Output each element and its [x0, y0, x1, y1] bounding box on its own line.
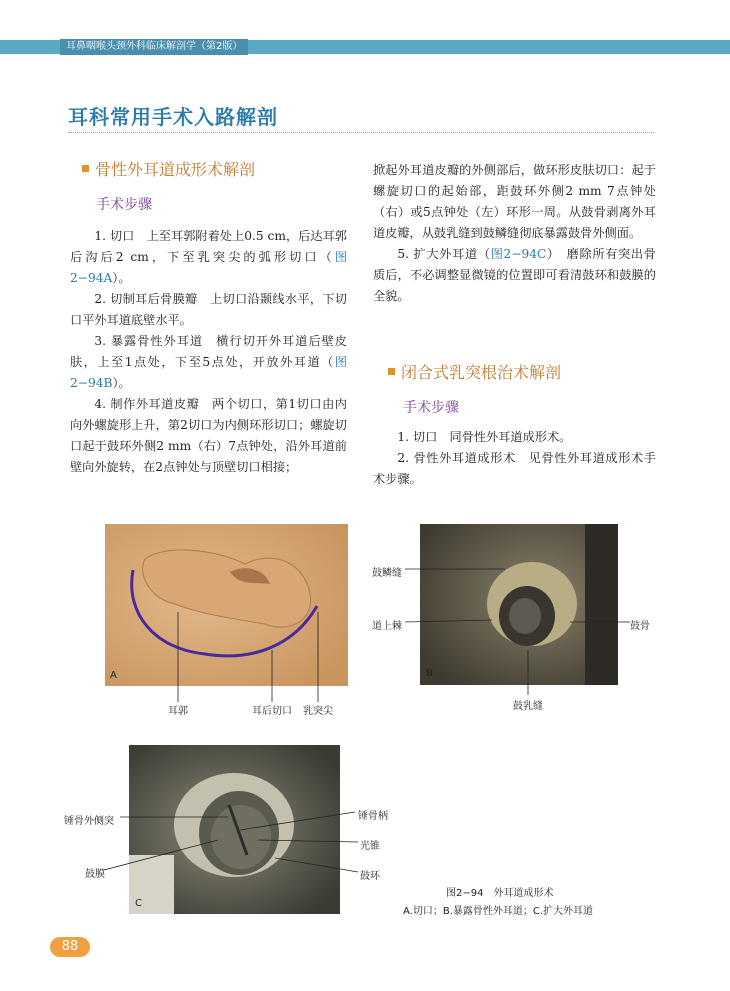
figure-caption-subtitle: A.切口；B.暴露骨性外耳道；C.扩大外耳道	[403, 906, 594, 917]
label-mastoid-tip: 乳突尖	[303, 706, 333, 717]
paragraph-2: 2. 切制耳后骨膜瓣 上切口沿颞线水平，下切口平外耳道底壁水平。	[70, 292, 347, 327]
label-lateral-process-malleus: 锤骨外侧突	[64, 816, 114, 827]
paragraph-4-continued: 掀起外耳道皮瓣的外侧部后，做环形皮肤切口：起于螺旋切口的起始部，距鼓环外侧2 mm 7点钟处（右）或5点钟处（左）环形一周。从鼓骨剥离外耳道皮瓣，从鼓乳缝到鼓鳞缝彻底暴露鼓骨外侧面。	[373, 163, 656, 240]
section-heading-2-text: 闭合式乳突根治术解剖	[401, 363, 562, 382]
label-spine-of-henle: 道上棘	[372, 621, 402, 632]
label-tympanomastoid-suture: 鼓乳缝	[513, 701, 543, 712]
label-auricle: 耳郭	[168, 706, 188, 717]
figure-ref-2-94a[interactable]: 图2−94A	[70, 250, 347, 285]
book-title-tab: 耳鼻咽喉头颈外科临床解剖学（第2版）	[60, 39, 248, 55]
step-1: 1. 切口 同骨性外耳道成形术。	[397, 430, 572, 444]
figure-caption-title: 图2−94 外耳道成形术	[446, 888, 554, 899]
label-tympanosquamous-suture: 鼓鳞缝	[372, 568, 402, 579]
panel-a-letter: A	[110, 670, 117, 681]
panel-c-letter: C	[135, 898, 142, 909]
figure-ref-2-94b[interactable]: 图2−94B	[70, 355, 347, 390]
figure-ref-2-94c[interactable]: 图2−94C	[490, 247, 547, 261]
subsection-heading-2: 手术步骤	[403, 400, 459, 416]
paragraph-3: 3. 暴露骨性外耳道 横行切开外耳道后壁皮肤，上至1点处，下至5点处，开放外耳道（图2−94B）。	[70, 334, 347, 390]
label-tympanic-bone: 鼓骨	[630, 621, 650, 632]
step-2: 2. 骨性外耳道成形术 见骨性外耳道成形术手术步骤。	[373, 451, 656, 486]
label-handle-of-malleus: 锤骨柄	[358, 811, 388, 822]
page-title: 耳科常用手术入路解剖	[68, 105, 278, 129]
label-cone-of-light: 光锥	[360, 841, 380, 852]
paragraph-1: 1. 切口 上至耳郭附着处上0.5 cm，后达耳郭后沟后2 cm，下至乳突尖的弧形切口（图2−94A）。	[70, 229, 347, 285]
section-heading-1-text: 骨性外耳道成形术解剖	[95, 160, 256, 179]
label-postauricular-incision: 耳后切口	[252, 706, 292, 717]
label-tympanic-annulus: 鼓环	[360, 871, 380, 882]
panel-b-letter: B	[426, 668, 433, 679]
page-number: 88	[50, 937, 90, 957]
label-tympanic-membrane: 鼓膜	[85, 869, 105, 880]
paragraph-4: 4. 制作外耳道皮瓣 两个切口，第1切口由内向外螺旋形上升，第2切口为内侧环形切口；螺旋切口起于鼓环外侧2 mm（右）7点钟处，沿外耳道前壁向外旋转，在2点钟处与顶壁切口相接；	[70, 397, 347, 474]
subsection-heading-1: 手术步骤	[96, 197, 152, 213]
paragraph-5: 5. 扩大外耳道（图2−94C） 磨除所有突出骨质后，不必调整显微镜的位置即可看清鼓环和鼓膜的全貌。	[373, 247, 656, 303]
